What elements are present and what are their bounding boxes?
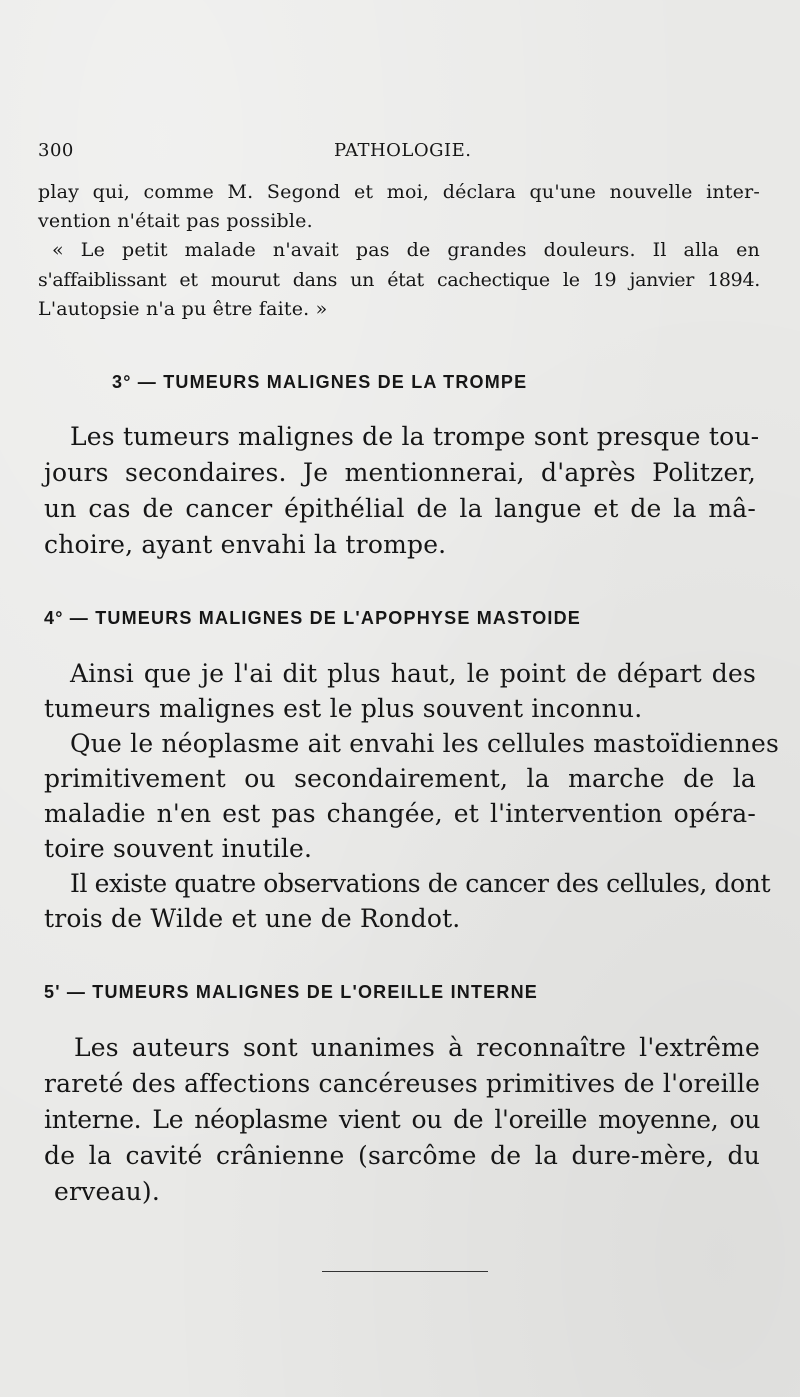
text-line: play qui, comme M. Segond et moi, déclara qu'une nouvelle inter- bbox=[38, 181, 760, 203]
text-line: Il existe quatre observations de cancer des cellules, dont bbox=[70, 869, 771, 898]
text-line: Que le néoplasme ait envahi les cellules mastoïdiennes bbox=[70, 729, 780, 758]
text-line: primitivement ou secondairement, la marche de la bbox=[44, 764, 756, 793]
text-line: de la cavité crânienne (sarcôme de la dure-mère, du bbox=[44, 1141, 760, 1170]
page-number: 300 bbox=[38, 140, 74, 161]
text-line: trois de Wilde et une de Rondot. bbox=[44, 904, 461, 933]
text-line: vention n'était pas possible. bbox=[38, 210, 313, 232]
section-paragraph-trompe bbox=[44, 422, 759, 572]
running-title: PATHOLOGIE. bbox=[334, 140, 472, 161]
section-heading-trompe: 3° — TUMEURS MALIGNES DE LA TROMPE bbox=[112, 372, 528, 392]
text-line: un cas de cancer épithélial de la langue et de la mâ- bbox=[44, 494, 756, 523]
section-heading-apophyse: 4° — TUMEURS MALIGNES DE L'APOPHYSE MASTOIDE bbox=[44, 608, 581, 628]
text-line: choire, ayant envahi la trompe. bbox=[44, 530, 447, 559]
page-header bbox=[38, 140, 758, 166]
text-line: Les tumeurs malignes de la trompe sont presque tou- bbox=[70, 422, 760, 451]
section-paragraph-oreille-interne bbox=[44, 1033, 762, 1213]
text-line: tumeurs malignes est le plus souvent inconnu. bbox=[44, 694, 643, 723]
text-line: maladie n'en est pas changée, et l'intervention opéra- bbox=[44, 799, 756, 828]
text-line: toire souvent inutile. bbox=[44, 834, 313, 863]
section-heading-oreille-interne: 5' — TUMEURS MALIGNES DE L'OREILLE INTERNE bbox=[44, 982, 538, 1002]
text-line: erveau). bbox=[54, 1177, 160, 1206]
text-line: L'autopsie n'a pu être faite. » bbox=[38, 298, 328, 320]
continuation-paragraph bbox=[38, 181, 763, 331]
section-paragraph-apophyse bbox=[44, 659, 780, 944]
text-line: s'affaiblissant et mourut dans un état cachectique le 19 janvier 1894. bbox=[38, 269, 760, 291]
text-line: Les auteurs sont unanimes à reconnaître l'extrême bbox=[74, 1033, 760, 1062]
text-line: jours secondaires. Je mentionnerai, d'après Politzer, bbox=[44, 458, 756, 487]
text-line: interne. Le néoplasme vient ou de l'oreille moyenne, ou bbox=[44, 1105, 760, 1134]
text-line: rareté des affections cancéreuses primitives de l'oreille bbox=[44, 1069, 761, 1098]
text-line: Ainsi que je l'ai dit plus haut, le point de départ des bbox=[70, 659, 756, 688]
end-rule bbox=[322, 1271, 488, 1272]
text-line: « Le petit malade n'avait pas de grandes douleurs. Il alla en bbox=[52, 239, 760, 261]
